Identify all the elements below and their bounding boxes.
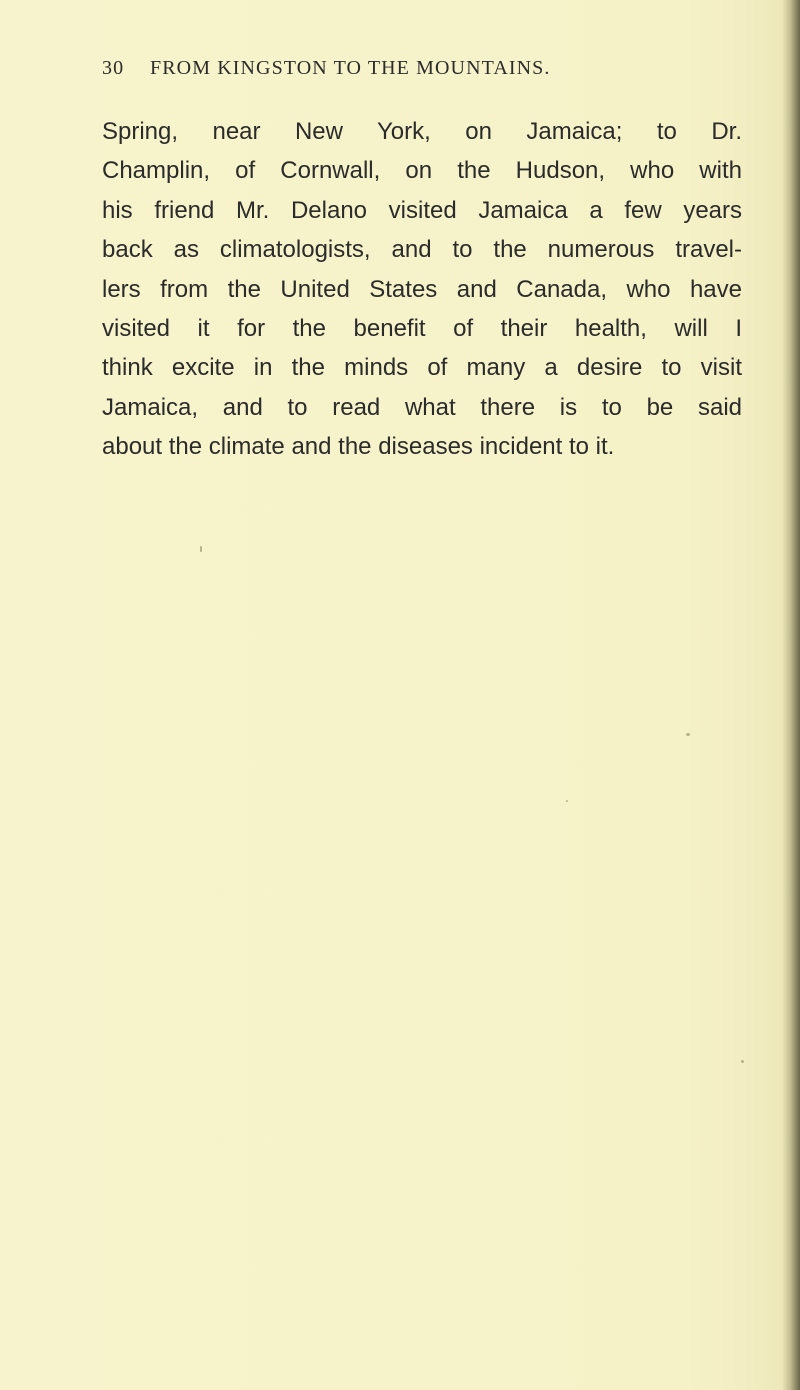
- paper-speck: [686, 733, 690, 736]
- text-line: Champlin, of Cornwall, on the Hudson, who with: [102, 157, 742, 185]
- text-line: Spring, near New York, on Jamaica; to Dr.: [102, 118, 742, 145]
- paper-speck: [200, 546, 202, 552]
- page-edge-shadow: [782, 0, 800, 1390]
- text-line: lers from the United States and Canada, who have: [102, 275, 742, 303]
- body-paragraph: [102, 112, 742, 467]
- text-line: Jamaica, and to read what there is to be said: [102, 393, 742, 421]
- page-number: 30: [102, 57, 125, 79]
- text-line: about the climate and the diseases incident to it.: [102, 433, 615, 461]
- text-line: think excite in the minds of many a desire to visit: [102, 354, 742, 382]
- running-head-title: FROM KINGSTON TO THE MOUNTAINS.: [150, 57, 551, 79]
- text-line: visited it for the benefit of their health, will I: [102, 314, 742, 342]
- text-line: back as climatologists, and to the numerous travel-: [102, 236, 742, 264]
- paper-speck: [566, 800, 568, 802]
- text-line: his friend Mr. Delano visited Jamaica a few years: [102, 196, 742, 224]
- running-head: [102, 57, 702, 87]
- paper-speck: [741, 1060, 744, 1063]
